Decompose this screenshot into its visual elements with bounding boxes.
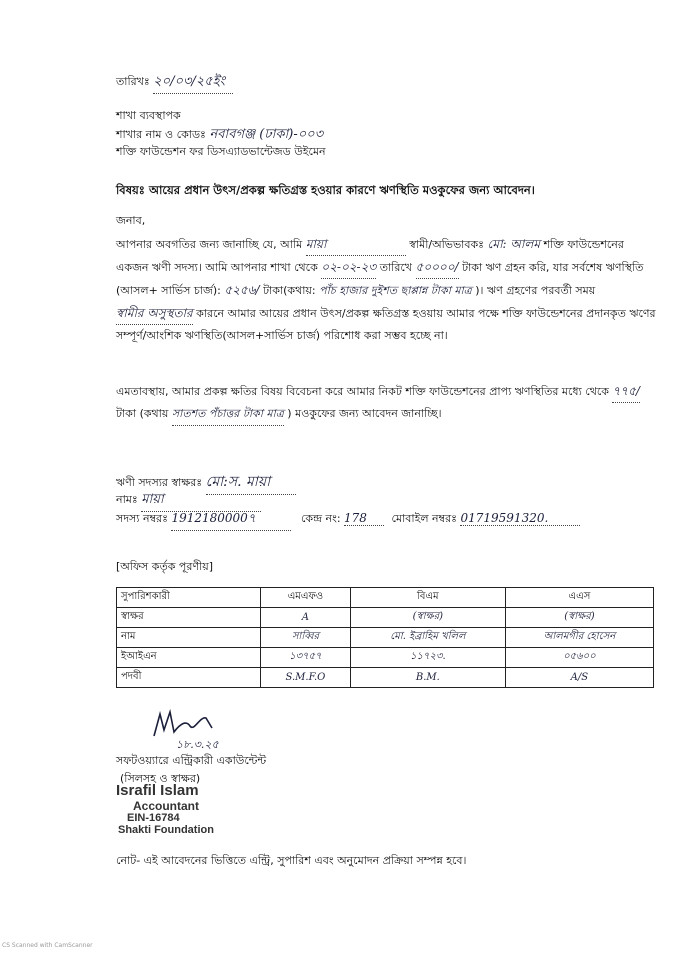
member-signature-label: ঋণী সদস্যর স্বাক্ষরঃ (116, 476, 203, 489)
p1-text-f: টাকা(কথায়: (263, 284, 316, 297)
outstanding-fill: ৫২৫৬/ (224, 283, 260, 297)
loan-amount-fill: ৫০০০০/ (416, 256, 459, 279)
guardian-fill: মো: আলম (487, 237, 541, 251)
office-cell: A (261, 608, 351, 628)
office-header-cell: এএস (505, 588, 653, 608)
p1-text-g: )। ঋণ গ্রহণের পরবর্তী সময় (475, 284, 596, 297)
stamp-role: Accountant (133, 799, 199, 813)
p1-text-e: টাকা ঋণ গ্রহন করি, যার সর্বশেষ ঋণস্থিতি (আসল+ সার্ভিস চার্জ): (116, 261, 644, 297)
office-header-cell: এমএফও (261, 588, 351, 608)
date-value: ২০/০৩/২৫ইং (153, 72, 233, 94)
date-label: তারিখঃ (116, 75, 150, 88)
organization-name: শক্তি ফাউন্ডেশন ফর ডিসএ্যাডভান্টেজড উইমেন (116, 145, 326, 158)
office-cell: সাব্বির (261, 628, 351, 648)
member-name-label: নামঃ (116, 493, 138, 506)
mobile-value: 01719591320. (460, 511, 580, 526)
p1-text-b: স্বামী/অভিভাবকঃ (409, 238, 485, 251)
p1-text-a: আপনার অবগতির জন্য জানাচ্ছি যে, আমি (116, 238, 303, 251)
scanner-watermark: CS Scanned with CamScanner (2, 942, 93, 949)
office-header-cell: বিএম (350, 588, 505, 608)
member-name-line (116, 490, 261, 512)
cause-fill: স্বামীর অসুস্থতার (116, 302, 193, 325)
member-details-line (116, 510, 580, 531)
footer-note: নোট- এই আবেদনের ভিত্তিতে এন্ট্রি, সুপারিশ এবং অনুমোদন প্রক্রিয়া সম্পন্ন হবে। (116, 854, 467, 867)
branch-value: নবাবগঞ্জ (ঢাকা)-০০৩ (209, 127, 324, 142)
member-name-value: মায়া (141, 490, 261, 512)
salutation: জনাব, (116, 214, 146, 227)
office-row-label: নাম (117, 628, 261, 648)
waive-words-fill: সাতশত পঁচাত্তর টাকা মাত্র (172, 403, 284, 426)
mobile-label: মোবাইল নম্বরঃ (391, 512, 457, 525)
office-cell: (স্বাক্ষর) (505, 608, 653, 628)
office-cell: (স্বাক্ষর) (350, 608, 505, 628)
paragraph-1 (116, 233, 656, 347)
office-cell: A/S (505, 668, 653, 688)
office-row-name (117, 628, 654, 648)
outstanding-words-fill: পাঁচ হাজার দুইশত ছাপ্পান্ন টাকা মাত্র (319, 284, 472, 297)
accountant-sign-date: ১৮.৩.২৫ (176, 738, 219, 751)
member-signature-value: মো:স. মায়া (206, 470, 296, 495)
stamp-org: Shakti Foundation (118, 824, 214, 836)
paragraph-2 (116, 380, 656, 426)
office-cell: B.M. (350, 668, 505, 688)
accountant-title: সফটওয়্যারে এন্ট্রিকারী একাউন্টেন্ট (116, 754, 267, 767)
center-label: কেন্দ্র নং: (300, 512, 341, 525)
p2-text-b: টাকা (কথায় (116, 407, 169, 420)
name-fill: মায়া (306, 233, 406, 256)
p1-text-d: তারিখে (379, 261, 413, 274)
p2-text-c: ) মওকুফের জন্য আবেদন জানাচ্ছি। (287, 407, 442, 420)
office-row-label: পদবী (117, 668, 261, 688)
waive-amount-fill: ৭৭৫/ (612, 380, 639, 403)
office-cell: S.M.F.O (261, 668, 351, 688)
office-table (116, 587, 654, 688)
p1-text-h: কারনে আমার আয়ের প্রধান উৎস/প্রকল্প ক্ষতিগ্রস্ত হওয়ায় আমার পক্ষে শক্তি ফাউন্ডেশনের প্রদানকৃত ঋণের সম্পূর্ণ/আংশিক ঋণস্থিতি(আসল+সার্ভিস চার্জ) পরিশোধ করা সম্ভব হচ্ছে না। (116, 307, 656, 342)
office-row-designation (117, 668, 654, 688)
office-cell: আলমগীর হোসেন (505, 628, 653, 648)
member-no-value: 1912180000৭ (171, 510, 291, 531)
stamp-name: Israfil Islam (116, 782, 199, 799)
office-row-label: স্বাক্ষর (117, 608, 261, 628)
center-value: 178 (344, 511, 384, 526)
office-cell: ১৩৭৫৭ (261, 648, 351, 668)
seal-note: (সিলসহ ও স্বাক্ষর) (120, 772, 201, 785)
stamp-ein: EIN-16784 (127, 812, 180, 824)
office-caption: [অফিস কর্তৃক পূরণীয়] (116, 560, 213, 573)
office-cell: মো. ইব্রাহিম খলিল (350, 628, 505, 648)
p1-text-c: শক্তি ফাউন্ডেশনের একজন ঋণী সদস্য। আমি আপনার শাখা থেকে (116, 238, 624, 274)
office-cell: ১১৭২৩. (350, 648, 505, 668)
office-row-ein (117, 648, 654, 668)
branch-label: শাখার নাম ও কোডঃ (116, 128, 206, 141)
date-line (116, 72, 233, 94)
member-no-label: সদস্য নম্বরঃ (116, 512, 168, 525)
loan-date-fill: ০২-০২-২৩ (321, 256, 376, 279)
branch-manager: শাখা ব্যবস্থাপক (116, 109, 181, 122)
office-header-cell: সুপারিশকারী (117, 588, 261, 608)
subject-line: বিষয়ঃ আয়ের প্রধান উৎস/প্রকল্প ক্ষতিগ্রস্ত হওয়ার কারণে ঋণস্থিতি মওকুফের জন্য আবেদন। (116, 183, 535, 197)
p2-text-a: এমতাবস্থায়, আমার প্রকল্প ক্ষতির বিষয় বিবেচনা করে আমার নিকট শক্তি ফাউন্ডেশনের প্রাপ্য ঋণস্থিতির মধ্যে থেকে (116, 385, 609, 398)
office-row-signature (117, 608, 654, 628)
office-cell: ০৫৬০০ (505, 648, 653, 668)
office-row-label: ইআইএন (117, 648, 261, 668)
office-header-row (117, 588, 654, 608)
